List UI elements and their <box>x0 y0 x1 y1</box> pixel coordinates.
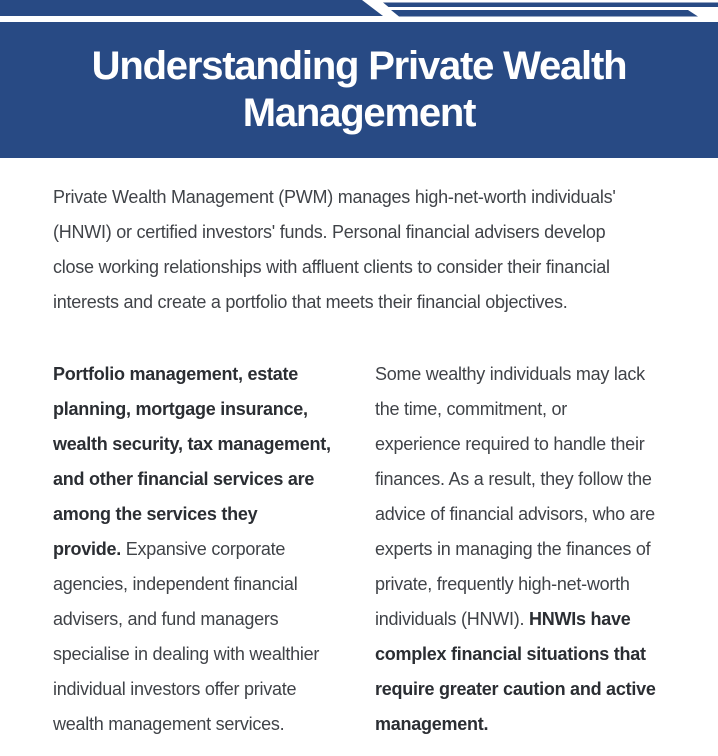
ribbon-thin-stripe <box>383 3 718 8</box>
text-line <box>53 497 349 532</box>
text-segment: (HNWI) or certified investors' funds. Personal financial advisers develop <box>53 222 606 242</box>
bold-text-segment: management. <box>375 714 489 734</box>
text-line <box>53 215 668 250</box>
header-banner <box>0 22 718 158</box>
ribbon-left-block <box>0 0 383 16</box>
text-segment: advice of financial advisors, who are <box>375 504 655 524</box>
text-line <box>53 285 668 320</box>
text-segment: finances. As a result, they follow the <box>375 469 652 489</box>
bold-text-segment: Portfolio management, estate <box>53 364 299 384</box>
right-column-paragraph <box>375 357 671 742</box>
bold-text-segment: provide. <box>53 539 122 559</box>
text-line <box>53 567 349 602</box>
text-segment: experience required to handle their <box>375 434 645 454</box>
ribbon-thick-stripe <box>391 10 698 17</box>
text-segment: Some wealthy individuals may lack <box>375 364 645 384</box>
text-segment: individual investors offer private <box>53 679 297 699</box>
text-line <box>53 707 349 742</box>
text-segment: close working relationships with affluent clients to consider their financial <box>53 257 610 277</box>
article-body <box>0 180 718 742</box>
text-line <box>375 637 671 672</box>
page-title-line-2: Management <box>242 91 476 135</box>
left-column-paragraph <box>53 357 349 742</box>
text-segment: individuals (HNWI). <box>375 609 530 629</box>
text-segment: the time, commitment, or <box>375 399 568 419</box>
text-segment: agencies, independent financial <box>53 574 298 594</box>
text-segment: advisers, and fund managers <box>53 609 279 629</box>
text-line <box>375 707 671 742</box>
text-line <box>53 672 349 707</box>
text-segment: wealth management services. <box>53 714 285 734</box>
text-line <box>375 357 671 392</box>
text-segment: private, frequently high-net-worth <box>375 574 630 594</box>
text-segment: Private Wealth Management (PWM) manages high-net-worth individuals' <box>53 187 616 207</box>
text-line <box>375 462 671 497</box>
text-segment: experts in managing the finances of <box>375 539 651 559</box>
text-line <box>375 392 671 427</box>
text-line <box>53 637 349 672</box>
text-line <box>53 427 349 462</box>
two-column-section <box>53 357 718 742</box>
text-line <box>375 567 671 602</box>
text-line <box>375 427 671 462</box>
text-line <box>53 462 349 497</box>
text-segment: specialise in dealing with wealthier <box>53 644 320 664</box>
bold-text-segment: planning, mortgage insurance, <box>53 399 308 419</box>
text-line <box>53 180 668 215</box>
text-line <box>53 392 349 427</box>
text-line <box>375 532 671 567</box>
text-segment: interests and create a portfolio that meets their financial objectives. <box>53 292 568 312</box>
bold-text-segment: HNWIs have <box>529 609 631 629</box>
text-line <box>53 357 349 392</box>
bold-text-segment: and other financial services are <box>53 469 315 489</box>
text-line <box>375 672 671 707</box>
text-line <box>53 602 349 637</box>
bold-text-segment: complex financial situations that <box>375 644 646 664</box>
text-segment: Expansive corporate <box>121 539 286 559</box>
text-line <box>53 250 668 285</box>
text-line <box>53 532 349 567</box>
intro-paragraph <box>53 180 668 320</box>
bold-text-segment: among the services they <box>53 504 258 524</box>
bold-text-segment: wealth security, tax management, <box>53 434 331 454</box>
bold-text-segment: require greater caution and active <box>375 679 656 699</box>
corner-ribbon-decoration-icon <box>0 0 718 22</box>
text-line <box>375 602 671 637</box>
text-line <box>375 497 671 532</box>
page-title-line-1: Understanding Private Wealth <box>91 44 627 88</box>
